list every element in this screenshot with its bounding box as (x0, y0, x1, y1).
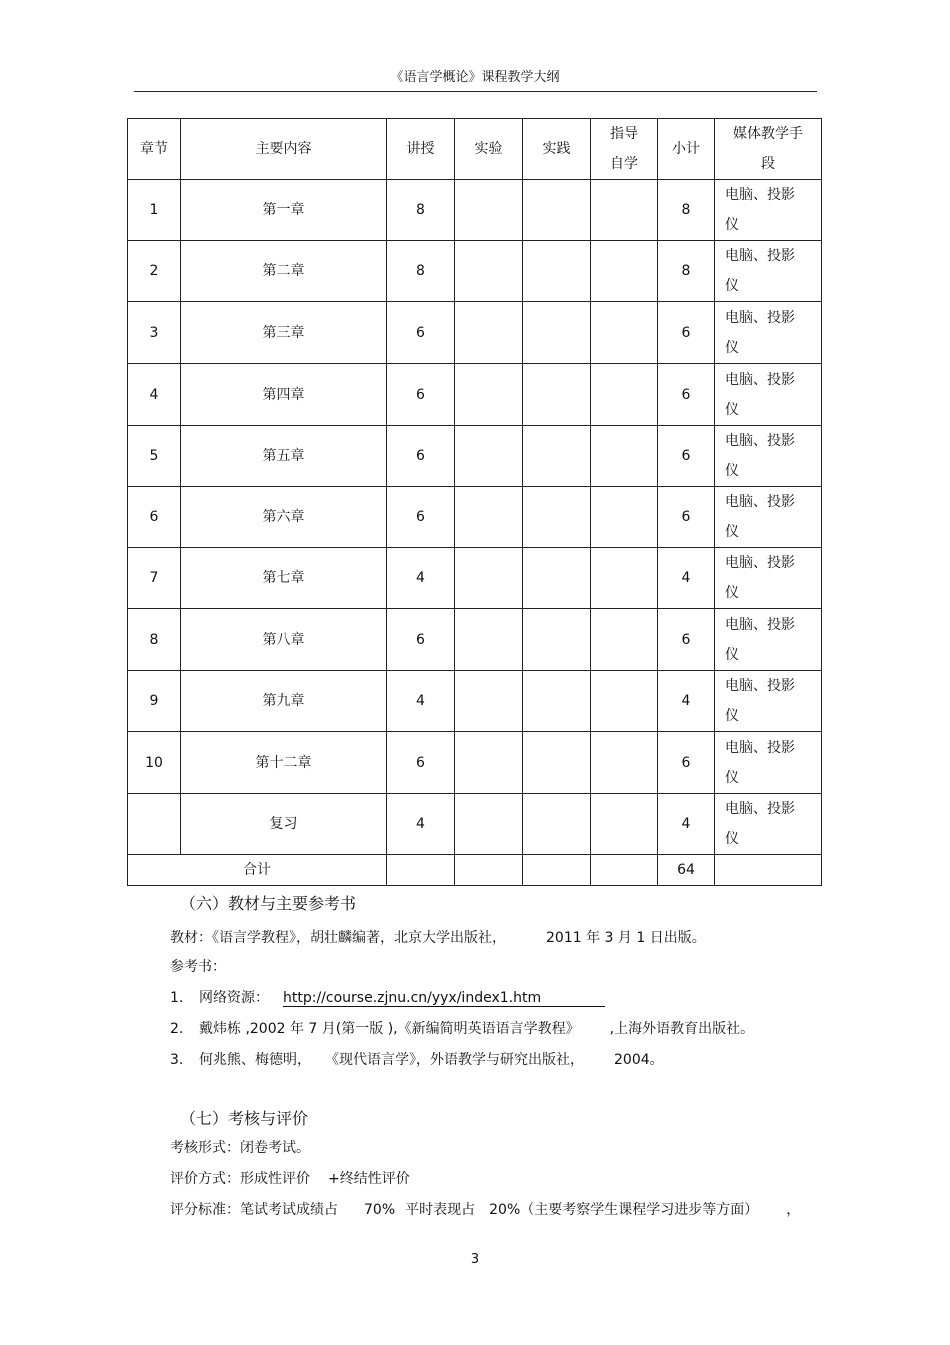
ref1-text: 网络资源： (199, 990, 269, 1006)
row-lecture: 4 (387, 794, 455, 855)
row-subtotal: 4 (658, 794, 715, 855)
row-media (715, 548, 822, 609)
row-guided-study (591, 609, 658, 671)
row-experiment (455, 609, 523, 671)
table-row (128, 241, 822, 302)
row-lecture: 6 (387, 609, 455, 671)
row-guided-study (591, 732, 658, 794)
row-subtotal: 4 (658, 671, 715, 732)
header-content: 主要内容 (181, 119, 387, 180)
row-media-line1: 电脑、投影 (725, 678, 795, 694)
row-lecture: 6 (387, 487, 455, 548)
row-guided-study (591, 241, 658, 302)
row-content: 第八章 (181, 609, 387, 671)
row-practice (523, 180, 591, 241)
row-experiment (455, 671, 523, 732)
header-media-line1: 媒体教学手 (733, 126, 803, 142)
row-subtotal: 6 (658, 302, 715, 364)
table-row (128, 794, 822, 855)
row-content: 第三章 (181, 302, 387, 364)
row-chapter: 3 (128, 302, 181, 364)
table-row (128, 302, 822, 364)
row-practice (523, 609, 591, 671)
table-row (128, 732, 822, 794)
method-formative: 评价方式：形成性评价 (170, 1171, 310, 1187)
ref-item-1 (170, 987, 605, 1007)
ref3-number: 3. (170, 1052, 184, 1068)
row-chapter: 10 (128, 732, 181, 794)
table-header-row (128, 119, 822, 180)
row-subtotal: 8 (658, 180, 715, 241)
header-guided-line2: 自学 (610, 156, 638, 172)
row-media-line1: 电脑、投影 (725, 739, 795, 756)
table-total-row (128, 855, 822, 886)
row-media-line1: 电脑、投影 (725, 494, 795, 510)
row-chapter: 4 (128, 364, 181, 426)
row-lecture: 6 (387, 426, 455, 487)
ref-item-3 (170, 1049, 664, 1069)
row-content: 第一章 (181, 180, 387, 241)
ref-item-2 (170, 1018, 754, 1038)
total-empty-cell (387, 855, 455, 886)
row-practice (523, 671, 591, 732)
page-number: 3 (470, 1252, 480, 1267)
table-row (128, 671, 822, 732)
ref3-year: 2004。 (614, 1052, 664, 1068)
row-subtotal: 6 (658, 426, 715, 487)
row-practice (523, 548, 591, 609)
row-media-line1: 电脑、投影 (725, 187, 795, 203)
row-guided-study (591, 794, 658, 855)
row-media-line2: 仪 (725, 339, 739, 356)
total-label: 合计 (128, 855, 387, 886)
row-subtotal: 6 (658, 487, 715, 548)
row-chapter (128, 794, 181, 855)
row-media-line2: 仪 (725, 646, 739, 663)
row-chapter: 2 (128, 241, 181, 302)
header-chapter: 章节 (128, 119, 181, 180)
ref2-number: 2. (170, 1021, 184, 1037)
row-subtotal: 6 (658, 732, 715, 794)
row-media (715, 671, 822, 732)
table-row (128, 548, 822, 609)
row-media (715, 426, 822, 487)
row-media (715, 241, 822, 302)
textbook-date: 2011 年 3 月 1 日出版。 (546, 930, 706, 946)
row-media (715, 732, 822, 794)
row-media (715, 609, 822, 671)
row-chapter: 6 (128, 487, 181, 548)
total-empty-cell (523, 855, 591, 886)
row-practice (523, 732, 591, 794)
row-practice (523, 487, 591, 548)
row-chapter: 8 (128, 609, 181, 671)
row-experiment (455, 548, 523, 609)
ref3-title: 《现代语言学》，外语教学与研究出版社， (325, 1052, 584, 1068)
header-lecture: 讲授 (387, 119, 455, 180)
row-content: 复习 (181, 794, 387, 855)
row-media-line2: 仪 (725, 463, 739, 479)
row-media-line2: 仪 (725, 524, 739, 540)
row-media-line2: 仪 (725, 769, 739, 786)
row-media-line2: 仪 (725, 401, 739, 418)
assessment-method (170, 1168, 410, 1188)
section7-heading: （七）考核与评价 (180, 1109, 309, 1128)
row-subtotal: 6 (658, 609, 715, 671)
row-chapter: 1 (128, 180, 181, 241)
table-row (128, 426, 822, 487)
row-content: 第二章 (181, 241, 387, 302)
method-summative: +终结性评价 (328, 1171, 410, 1187)
row-media-line1: 电脑、投影 (725, 801, 795, 817)
textbook-text: 教材：《语言学教程》，胡壮麟编著，北京大学出版社， (170, 930, 506, 946)
row-subtotal: 4 (658, 548, 715, 609)
row-media-line1: 电脑、投影 (725, 433, 795, 449)
row-content: 第四章 (181, 364, 387, 426)
row-experiment (455, 364, 523, 426)
row-media (715, 794, 822, 855)
ref2-publisher: ,上海外语教育出版社。 (609, 1021, 755, 1037)
standard-usual-pct: 20%（主要考察学生课程学习进步等方面） (489, 1202, 759, 1218)
row-guided-study (591, 426, 658, 487)
standard-usual-label: 平时表现占 (405, 1202, 476, 1218)
row-chapter: 9 (128, 671, 181, 732)
standard-exam-pct: 70% (364, 1202, 396, 1218)
page-header: 《语言学概论》课程教学大纲 (390, 70, 560, 85)
header-practice: 实践 (523, 119, 591, 180)
row-lecture: 8 (387, 241, 455, 302)
total-media-empty (715, 855, 822, 886)
row-guided-study (591, 671, 658, 732)
row-media-line2: 仪 (725, 278, 739, 294)
header-subtotal: 小计 (658, 119, 715, 180)
row-guided-study (591, 302, 658, 364)
row-guided-study (591, 364, 658, 426)
total-empty-cell (455, 855, 523, 886)
row-experiment (455, 426, 523, 487)
row-content: 第六章 (181, 487, 387, 548)
row-subtotal: 6 (658, 364, 715, 426)
row-media-line2: 仪 (725, 708, 739, 724)
standard-comma: ， (786, 1202, 801, 1218)
row-chapter: 7 (128, 548, 181, 609)
assessment-form: 考核形式：闭卷考试。 (170, 1140, 310, 1156)
row-experiment (455, 180, 523, 241)
refs-label: 参考书： (170, 959, 226, 975)
row-experiment (455, 241, 523, 302)
header-experiment: 实验 (455, 119, 523, 180)
table-row (128, 180, 822, 241)
header-rule (134, 91, 817, 92)
row-media (715, 302, 822, 364)
row-media-line1: 电脑、投影 (725, 248, 795, 264)
row-media-line2: 仪 (725, 217, 739, 233)
row-lecture: 8 (387, 180, 455, 241)
row-experiment (455, 487, 523, 548)
total-subtotal: 64 (658, 855, 715, 886)
row-experiment (455, 302, 523, 364)
header-guided-line1: 指导 (610, 126, 638, 142)
schedule-table (127, 118, 822, 886)
ref2-text: 戴炜栋 ,2002 年 7 月(第一版 ),《新编简明英语语言学教程》 (199, 1021, 580, 1037)
row-experiment (455, 794, 523, 855)
row-content: 第十二章 (181, 732, 387, 794)
row-media-line1: 电脑、投影 (725, 371, 795, 388)
row-practice (523, 241, 591, 302)
standard-label: 评分标准：笔试考试成绩占 (170, 1202, 338, 1218)
row-practice (523, 794, 591, 855)
row-media-line2: 仪 (725, 585, 739, 601)
row-chapter: 5 (128, 426, 181, 487)
ref1-url-link[interactable]: http://course.zjnu.cn/yyx/index1.htm (283, 990, 605, 1007)
row-subtotal: 8 (658, 241, 715, 302)
row-practice (523, 426, 591, 487)
total-empty-cell (591, 855, 658, 886)
row-media (715, 180, 822, 241)
row-lecture: 6 (387, 364, 455, 426)
row-media-line1: 电脑、投影 (725, 309, 795, 326)
row-lecture: 6 (387, 732, 455, 794)
table-row (128, 487, 822, 548)
ref3-authors: 何兆熊、梅德明， (199, 1052, 311, 1068)
row-lecture: 4 (387, 671, 455, 732)
assessment-standard (170, 1199, 800, 1219)
row-guided-study (591, 487, 658, 548)
row-media-line1: 电脑、投影 (725, 555, 795, 571)
table-row (128, 364, 822, 426)
row-media-line1: 电脑、投影 (725, 616, 795, 633)
row-practice (523, 364, 591, 426)
header-media (715, 119, 822, 180)
row-media (715, 364, 822, 426)
row-guided-study (591, 180, 658, 241)
row-guided-study (591, 548, 658, 609)
row-content: 第九章 (181, 671, 387, 732)
row-lecture: 4 (387, 548, 455, 609)
row-practice (523, 302, 591, 364)
row-experiment (455, 732, 523, 794)
row-media (715, 487, 822, 548)
row-content: 第七章 (181, 548, 387, 609)
textbook-line (170, 927, 706, 947)
ref1-number: 1. (170, 990, 184, 1006)
row-lecture: 6 (387, 302, 455, 364)
section6-heading: （六）教材与主要参考书 (180, 894, 357, 913)
header-guided-study (591, 119, 658, 180)
row-content: 第五章 (181, 426, 387, 487)
row-media-line2: 仪 (725, 831, 739, 847)
header-media-line2: 段 (761, 156, 775, 172)
table-row (128, 609, 822, 671)
